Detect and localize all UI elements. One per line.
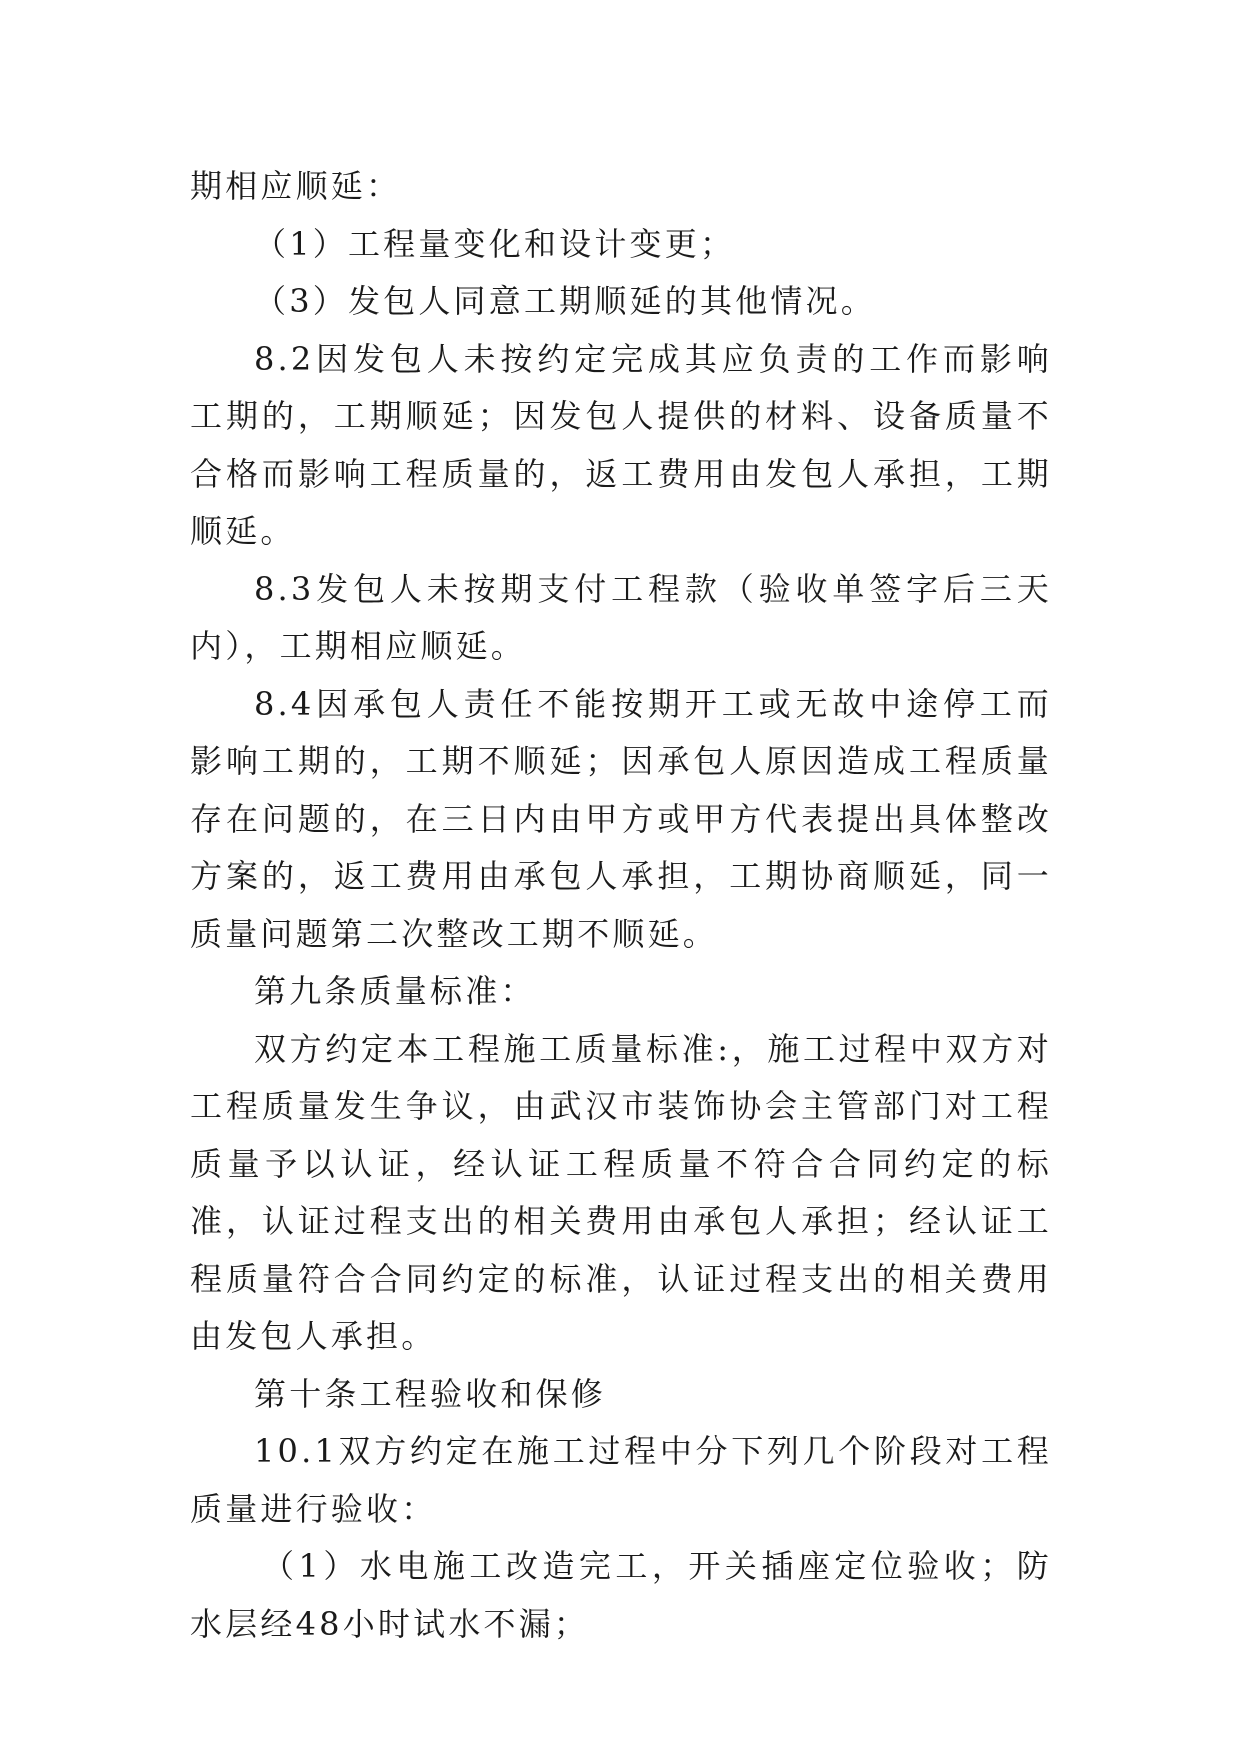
article-9-body: 双方约定本工程施工质量标准:，施工过程中双方对工程质量发生争议，由武汉市装饰协会主管部门对工程质量予以认证，经认证工程质量不符合合同约定的标准，认证过程支出的相关费用由承包人承担；经认证工程质量符合合同约定的标准，认证过程支出的相关费用由发包人承担。: [190, 1029, 1052, 1355]
clause-8-4: 8.4因承包人责任不能按期开工或无故中途停工而影响工期的，工期不顺延；因承包人原因造成工程质量存在问题的，在三日内由甲方或甲方代表提出具体整改方案的，返工费用由承包人承担，工期协商顺延，同一质量问题第二次整改工期不顺延。: [190, 684, 1052, 953]
list-item-1: （1）工程量变化和设计变更；: [254, 224, 736, 263]
clause-8-2: 8.2因发包人未按约定完成其应负责的工作而影响工期的，工期顺延；因发包人提供的材料、设备质量不合格而影响工程质量的，返工费用由发包人承担，工期顺延。: [190, 339, 1052, 550]
clause-8-3: 8.3发包人未按期支付工程款（验收单签字后三天内），工期相应顺延。: [190, 569, 1052, 665]
article-10-heading: 第十条工程验收和保修: [254, 1374, 607, 1413]
article-9-heading: 第九条质量标准：: [254, 972, 536, 1010]
clause-10-1-item-1: （1）水电施工改造完工，开关插座定位验收；防水层经48小时试水不漏；: [190, 1547, 1052, 1643]
list-item-3: （3）发包人同意工期顺延的其他情况。: [254, 282, 876, 320]
document-body: [190, 158, 1052, 1653]
clause-10-1: 10.1双方约定在施工过程中分下列几个阶段对工程质量进行验收：: [190, 1432, 1052, 1528]
paragraph-continuation: 期相应顺延：: [190, 167, 402, 205]
